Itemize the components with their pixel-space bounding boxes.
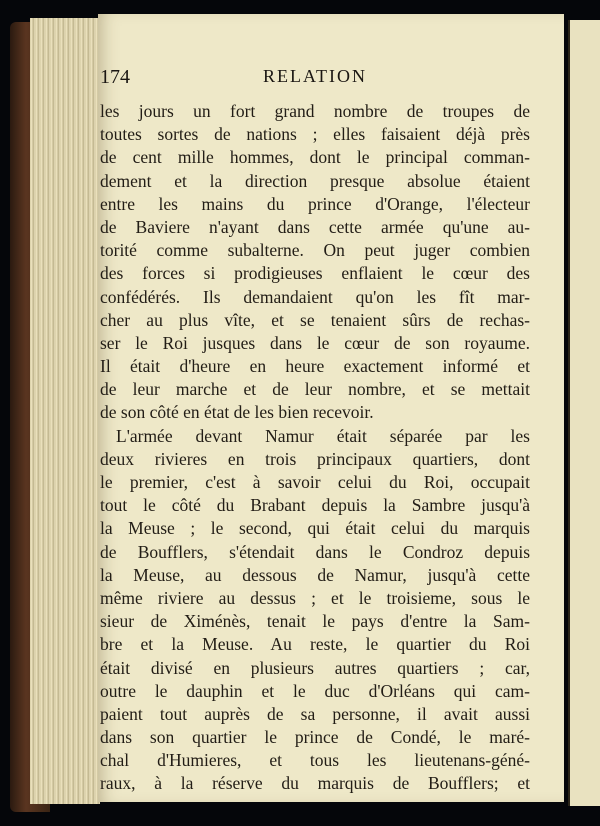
text-line: outre le dauphin et le duc d'Orléans qui cam- bbox=[100, 680, 530, 701]
text-line: confédérés. Ils demandaient qu'on les fît mar- bbox=[100, 286, 530, 307]
page-edges bbox=[30, 18, 100, 804]
page-number: 174 bbox=[100, 66, 130, 88]
text-line: des forces si prodigieuses enflaient le cœur des bbox=[100, 263, 530, 284]
text-line: de Baviere n'ayant dans cette armée qu'une au- bbox=[100, 216, 530, 237]
text-line: toutes sortes de nations ; elles faisaient déjà près bbox=[100, 124, 530, 145]
text-line: de leur marche et de leur nombre, et se mettait bbox=[100, 379, 530, 400]
text-line: ser le Roi jusques dans le cœur de son royaume. bbox=[100, 332, 530, 353]
text-line: sieur de Ximénès, tenait le pays d'entre la Sam- bbox=[100, 611, 530, 632]
text-line: deux rivieres en trois principaux quartiers, dont bbox=[100, 448, 530, 469]
text-line: de Boufflers, s'étendait dans le Condroz depuis bbox=[100, 541, 530, 562]
text-line: raux, à la réserve du marquis de Boufflers; et bbox=[100, 773, 530, 794]
text-line: la Meuse ; le second, qui était celui du marquis bbox=[100, 518, 530, 539]
facing-page-edge bbox=[568, 20, 600, 806]
text-line: entre les mains du prince d'Orange, l'électeur bbox=[100, 193, 530, 214]
text-line: Il était d'heure en heure exactement informé et bbox=[100, 356, 530, 377]
text-line: de son côté en état de les bien recevoir. bbox=[100, 402, 374, 423]
running-title: RELATION bbox=[263, 66, 367, 86]
text-line: bre et la Meuse. Au reste, le quartier du Roi bbox=[100, 634, 530, 655]
text-line: les jours un fort grand nombre de troupes de bbox=[100, 101, 530, 121]
text-line: le premier, c'est à savoir celui du Roi, occupait bbox=[100, 472, 530, 492]
text-line: L'armée devant Namur était séparée par les bbox=[116, 425, 530, 446]
text-line: chal d'Humieres, et tous les lieutenans-géné- bbox=[100, 750, 530, 771]
text-line: torité comme subalterne. On peut juger combien bbox=[100, 240, 530, 261]
text-line: tout le côté du Brabant depuis la Sambre jusqu'à bbox=[100, 495, 530, 516]
text-line: dement et la direction presque absolue étaient bbox=[100, 170, 530, 191]
text-line: de cent mille hommes, dont le principal comman- bbox=[100, 147, 530, 168]
text-line: même riviere au dessus ; et le troisieme, sous le bbox=[100, 587, 530, 608]
text-line: cher au plus vîte, et se tenaient sûrs de rechas- bbox=[100, 309, 530, 330]
text-line: était divisé en plusieurs autres quartiers ; car, bbox=[100, 657, 530, 678]
text-line: la Meuse, au dessous de Namur, jusqu'à cette bbox=[100, 564, 530, 585]
text-line: dans son quartier le prince de Condé, le maré- bbox=[100, 727, 530, 748]
body-text bbox=[100, 100, 530, 796]
text-line: paient tout auprès de sa personne, il avait aussi bbox=[100, 703, 530, 724]
